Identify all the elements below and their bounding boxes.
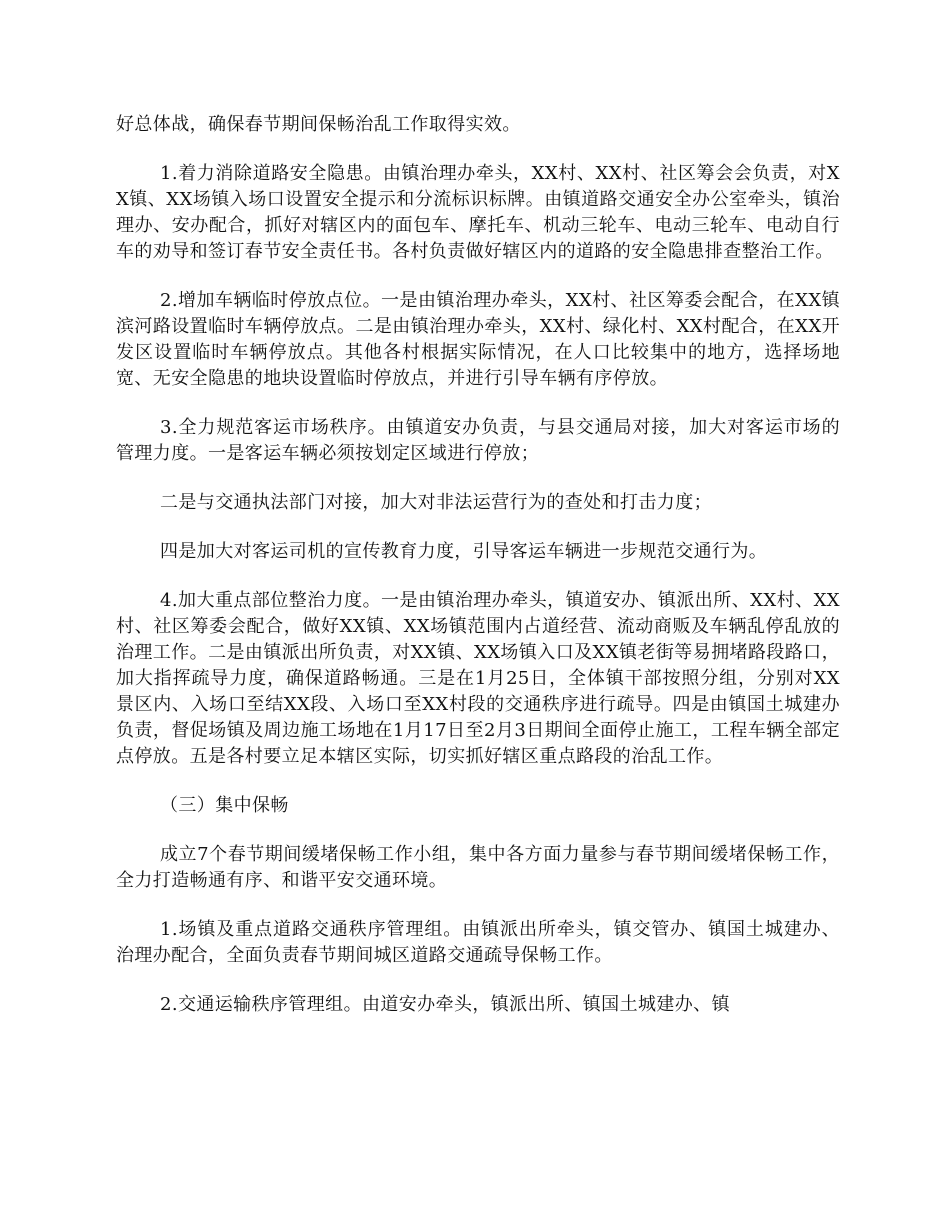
section-heading: （三）集中保畅 — [160, 795, 289, 816]
paragraph-item-4-key-areas: 4.加大重点部位整治力度。一是由镇治理办牵头，镇道安办、镇派出所、XX村、XX村、社区筹委会配合，做好XX镇、XX场镇范围内占道经营、流动商贩及车辆乱停乱放的治理工作。二是由镇派出所负责，对XX镇、XX场镇入口及XX镇老街等易拥堵路段路口，加大指挥疏导力度，确保道路畅通。三是在1月25日，全体镇干部按照分组，分别对XX景区内、入场口至结XX段、入场口至XX村段的交通秩序进行疏导。四是由镇国土城建办负责，督促场镇及周边施工场地在1月17日至2月3日期间全面停止施工，工程车辆全部定点停放。五是各村要立足本辖区实际，切实抓好辖区重点路段的治乱工作。 — [116, 590, 840, 767]
paragraph-item-2-parking: 2.增加车辆临时停放点位。一是由镇治理办牵头，XX村、社区筹委会配合，在XX镇滨河路设置临时车辆停放点。二是由镇治理办牵头，XX村、绿化村、XX村配合，在XX开发区设置临时车辆停放点。其他各村根据实际情况，在人口比较集中的地方，选择场地宽、无安全隐患的地块设置临时停放点，并进行引导车辆有序停放。 — [116, 290, 840, 389]
paragraph-item-3-passenger-transport: 3.全力规范客运市场秩序。由镇道安办负责，与县交通局对接，加大对客运市场的管理力度。一是客运车辆必须按划定区域进行停放； — [116, 417, 840, 464]
document-body — [116, 112, 840, 1041]
paragraph-group-2: 2.交通运输秩序管理组。由道安办牵头，镇派出所、镇国土城建办、镇 — [160, 994, 730, 1015]
paragraph-enforcement: 二是与交通执法部门对接，加大对非法运营行为的查处和打击力度； — [160, 492, 712, 513]
paragraph-continuation: 好总体战，确保春节期间保畅治乱工作取得实效。 — [116, 114, 521, 135]
paragraph-working-groups: 成立7个春节期间缓堵保畅工作小组，集中各方面力量参与春节期间缓堵保畅工作，全力打造畅通有序、和谐平安交通环境。 — [116, 844, 840, 891]
paragraph-driver-education: 四是加大对客运司机的宣传教育力度，引导客运车辆进一步规范交通行为。 — [160, 541, 768, 562]
paragraph-item-1-safety-hazards: 1.着力消除道路安全隐患。由镇治理办牵头，XX村、XX村、社区筹会会负责，对XX镇、XX场镇入场口设置安全提示和分流标识标牌。由镇道路交通安全办公室牵头，镇治理办、安办配合，抓好对辖区内的面包车、摩托车、机动三轮车、电动三轮车、电动自行车的劝导和签订春节安全责任书。各村负责做好辖区内的道路的安全隐患排查整治工作。 — [116, 163, 840, 262]
paragraph-group-1: 1.场镇及重点道路交通秩序管理组。由镇派出所牵头，镇交管办、镇国土城建办、治理办配合，全面负责春节期间城区道路交通疏导保畅工作。 — [116, 919, 840, 966]
